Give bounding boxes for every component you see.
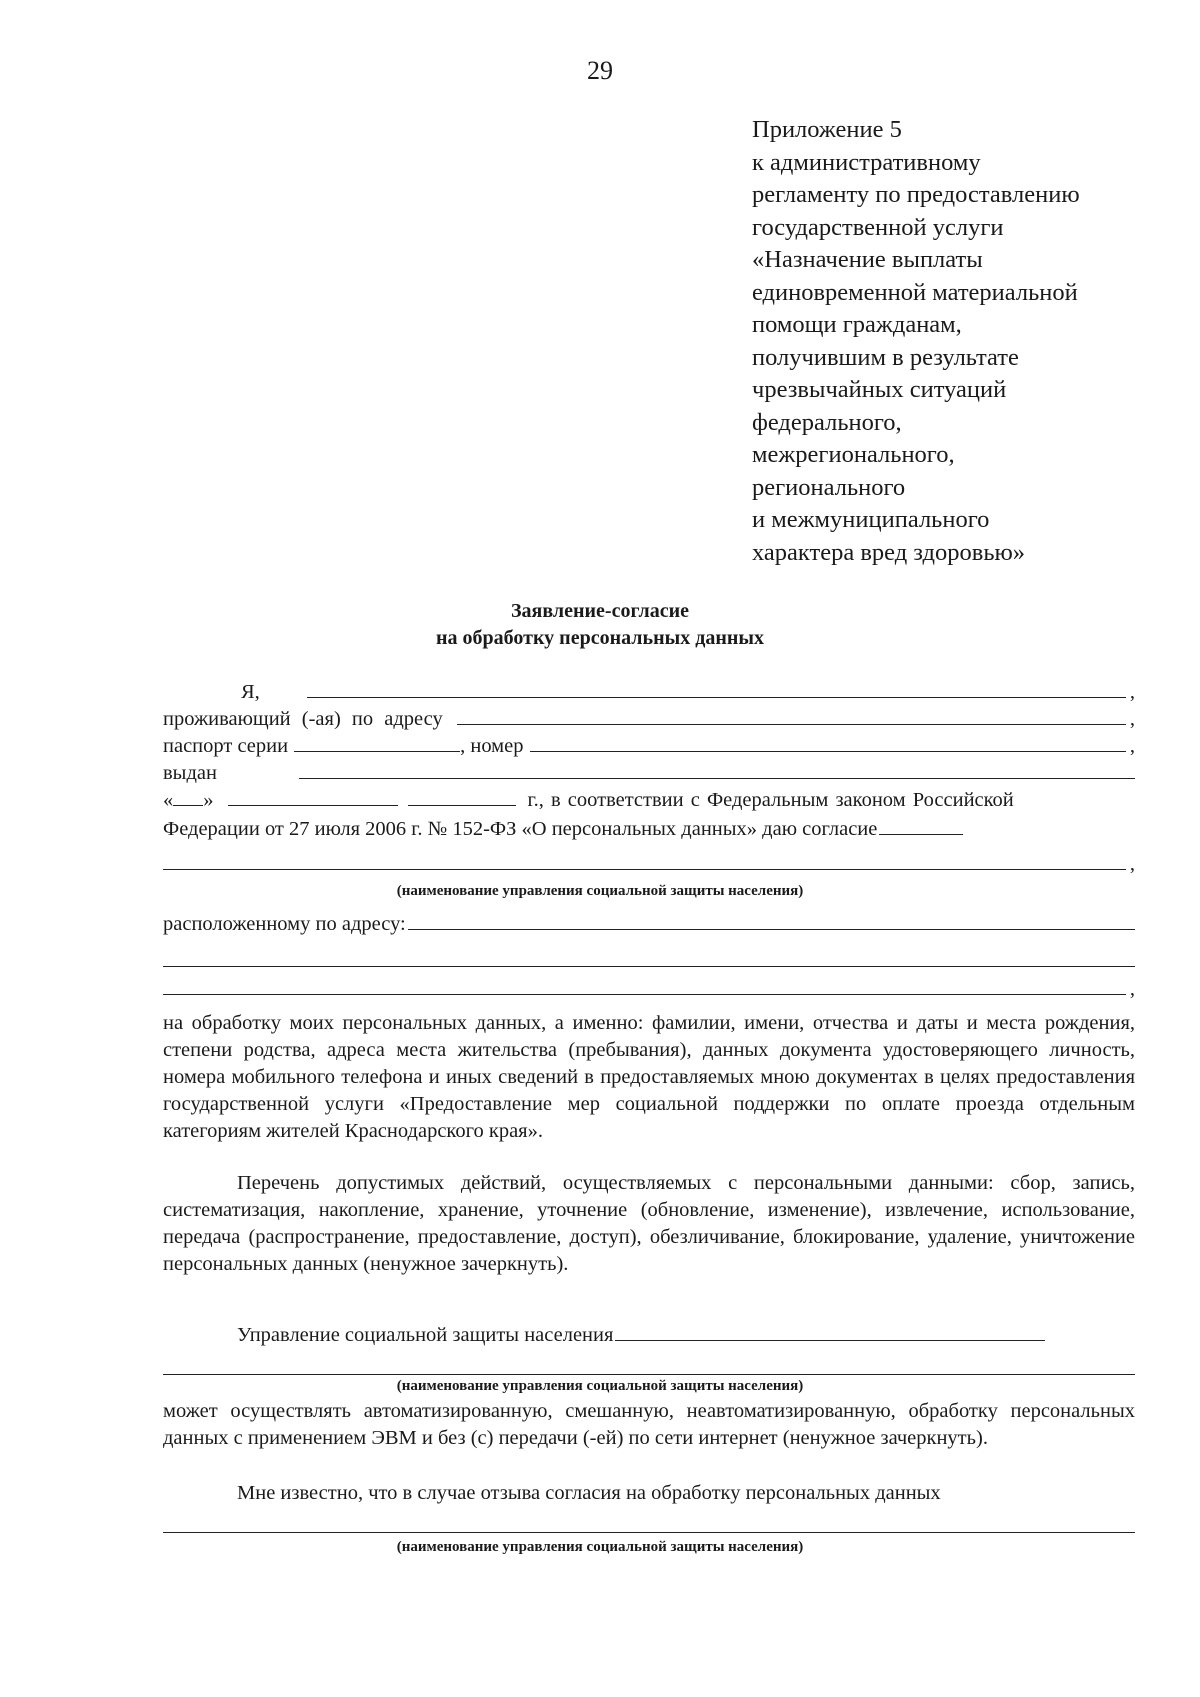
appendix-line: государственной услуги <box>752 213 1004 241</box>
authority-name-field[interactable] <box>163 850 1126 870</box>
appendix-line: «Назначение выплаты <box>752 246 983 273</box>
law-reference-start: г., в соответствии с Федеральным законом Российской <box>527 789 1014 811</box>
appendix-line: федерального, <box>752 408 902 436</box>
row-address <box>163 705 1135 732</box>
appendix-line: получившим в результате <box>752 343 1019 371</box>
address-label: проживающий (-ая) по адресу <box>163 708 443 730</box>
appendix-block <box>752 114 1152 569</box>
number-label: , номер <box>460 735 524 757</box>
date-open: « <box>163 789 174 811</box>
row-passport <box>163 732 1135 759</box>
full-name-field[interactable] <box>307 678 1126 698</box>
authority-line-2[interactable] <box>163 1374 1135 1375</box>
comma: , <box>1129 708 1135 730</box>
address-field[interactable] <box>457 705 1126 725</box>
appendix-line: единовременной материальной <box>752 278 1078 306</box>
revocation-paragraph: Мне известно, что в случае отзыва согласия на обработку персональных данных <box>237 1482 941 1504</box>
row-name <box>163 678 1135 705</box>
consent-to-field[interactable] <box>879 815 963 835</box>
appendix-line: регионального <box>752 473 906 501</box>
appendix-line: характера вред здоровью» <box>752 538 1026 566</box>
appendix-line: помощи гражданам, <box>752 311 962 338</box>
document-title: Заявление-согласие <box>510 600 690 622</box>
issued-label: выдан <box>163 762 217 784</box>
appendix-line: чрезвычайных ситуаций <box>752 376 1007 403</box>
comma: , <box>1129 735 1135 757</box>
appendix-line: межрегионального, <box>752 441 955 468</box>
comma: , <box>1129 978 1135 1000</box>
comma: , <box>1129 681 1135 703</box>
authority-address-line-2[interactable] <box>163 966 1135 967</box>
appendix-line: регламенту по предоставлению <box>752 181 1080 208</box>
law-reference: Федерации от 27 июля 2006 г. № 152-ФЗ «О персональных данных» даю согласие <box>163 818 878 840</box>
year-field[interactable] <box>408 786 516 806</box>
row-issued <box>163 759 1135 786</box>
authority-address-field[interactable] <box>408 910 1135 930</box>
authority-label: Управление социальной защиты населения <box>237 1324 614 1346</box>
actions-paragraph: Перечень допустимых действий, осуществляемых с персональными данными: сбор, запись, систематизация, накопление, хранение, уточнение (обновление, изменение), извлечение, использование, передача (распространение, предоставление, доступ), обезличивание, блокирование, удаление, уничтожение персональных данных (ненужное зачеркнуть). <box>163 1172 1135 1275</box>
authority-field[interactable] <box>615 1321 1045 1341</box>
document-subtitle: на обработку персональных данных <box>436 627 764 649</box>
issued-by-field[interactable] <box>299 759 1135 779</box>
revocation-line[interactable] <box>163 1532 1135 1533</box>
appendix-line: Приложение 5 <box>752 116 902 143</box>
authority-address-field-3[interactable] <box>163 975 1126 995</box>
passport-series-field[interactable] <box>294 732 460 752</box>
row-authority-address-3 <box>163 975 1135 1002</box>
comma: , <box>1129 853 1135 875</box>
month-field[interactable] <box>228 786 398 806</box>
day-field[interactable] <box>173 786 203 806</box>
passport-series-label: паспорт серии <box>163 735 289 757</box>
row-authority-label <box>163 1321 1135 1348</box>
row-authority <box>163 850 1135 877</box>
row-date <box>163 786 1135 813</box>
i-label: Я, <box>241 681 260 703</box>
caption-authority: (наименование управления социальной защиты населения) <box>396 883 804 899</box>
caption-authority-2: (наименование управления социальной защиты населения) <box>396 1378 804 1394</box>
caption-authority-3: (наименование управления социальной защиты населения) <box>396 1539 804 1555</box>
date-close: » <box>203 789 214 811</box>
processing-paragraph: может осуществлять автоматизированную, смешанную, неавтоматизированную, обработку персональных данных с применением ЭВМ и без (с) передачи (-ей) по сети интернет (ненужное зачеркнуть). <box>163 1400 1135 1449</box>
passport-number-field[interactable] <box>530 732 1126 752</box>
page-number: 29 <box>587 56 613 85</box>
appendix-line: к административному <box>752 148 981 176</box>
row-law <box>163 815 1135 842</box>
located-label: расположенному по адресу: <box>163 913 406 935</box>
appendix-line: и межмуниципального <box>752 506 990 533</box>
consent-paragraph: на обработку моих персональных данных, а именно: фамилии, имени, отчества и даты и места рождения, степени родства, адреса места жительства (пребывания), данных документа удостоверяющего личность, номера мобильного телефона и иных сведений в предоставляемых мною документах в целях предоставления государственной услуги «Предоставление мер социальной поддержки по оплате проезда отдельным категориям жителей Краснодарского края». <box>163 1012 1135 1142</box>
row-authority-address <box>163 910 1135 937</box>
